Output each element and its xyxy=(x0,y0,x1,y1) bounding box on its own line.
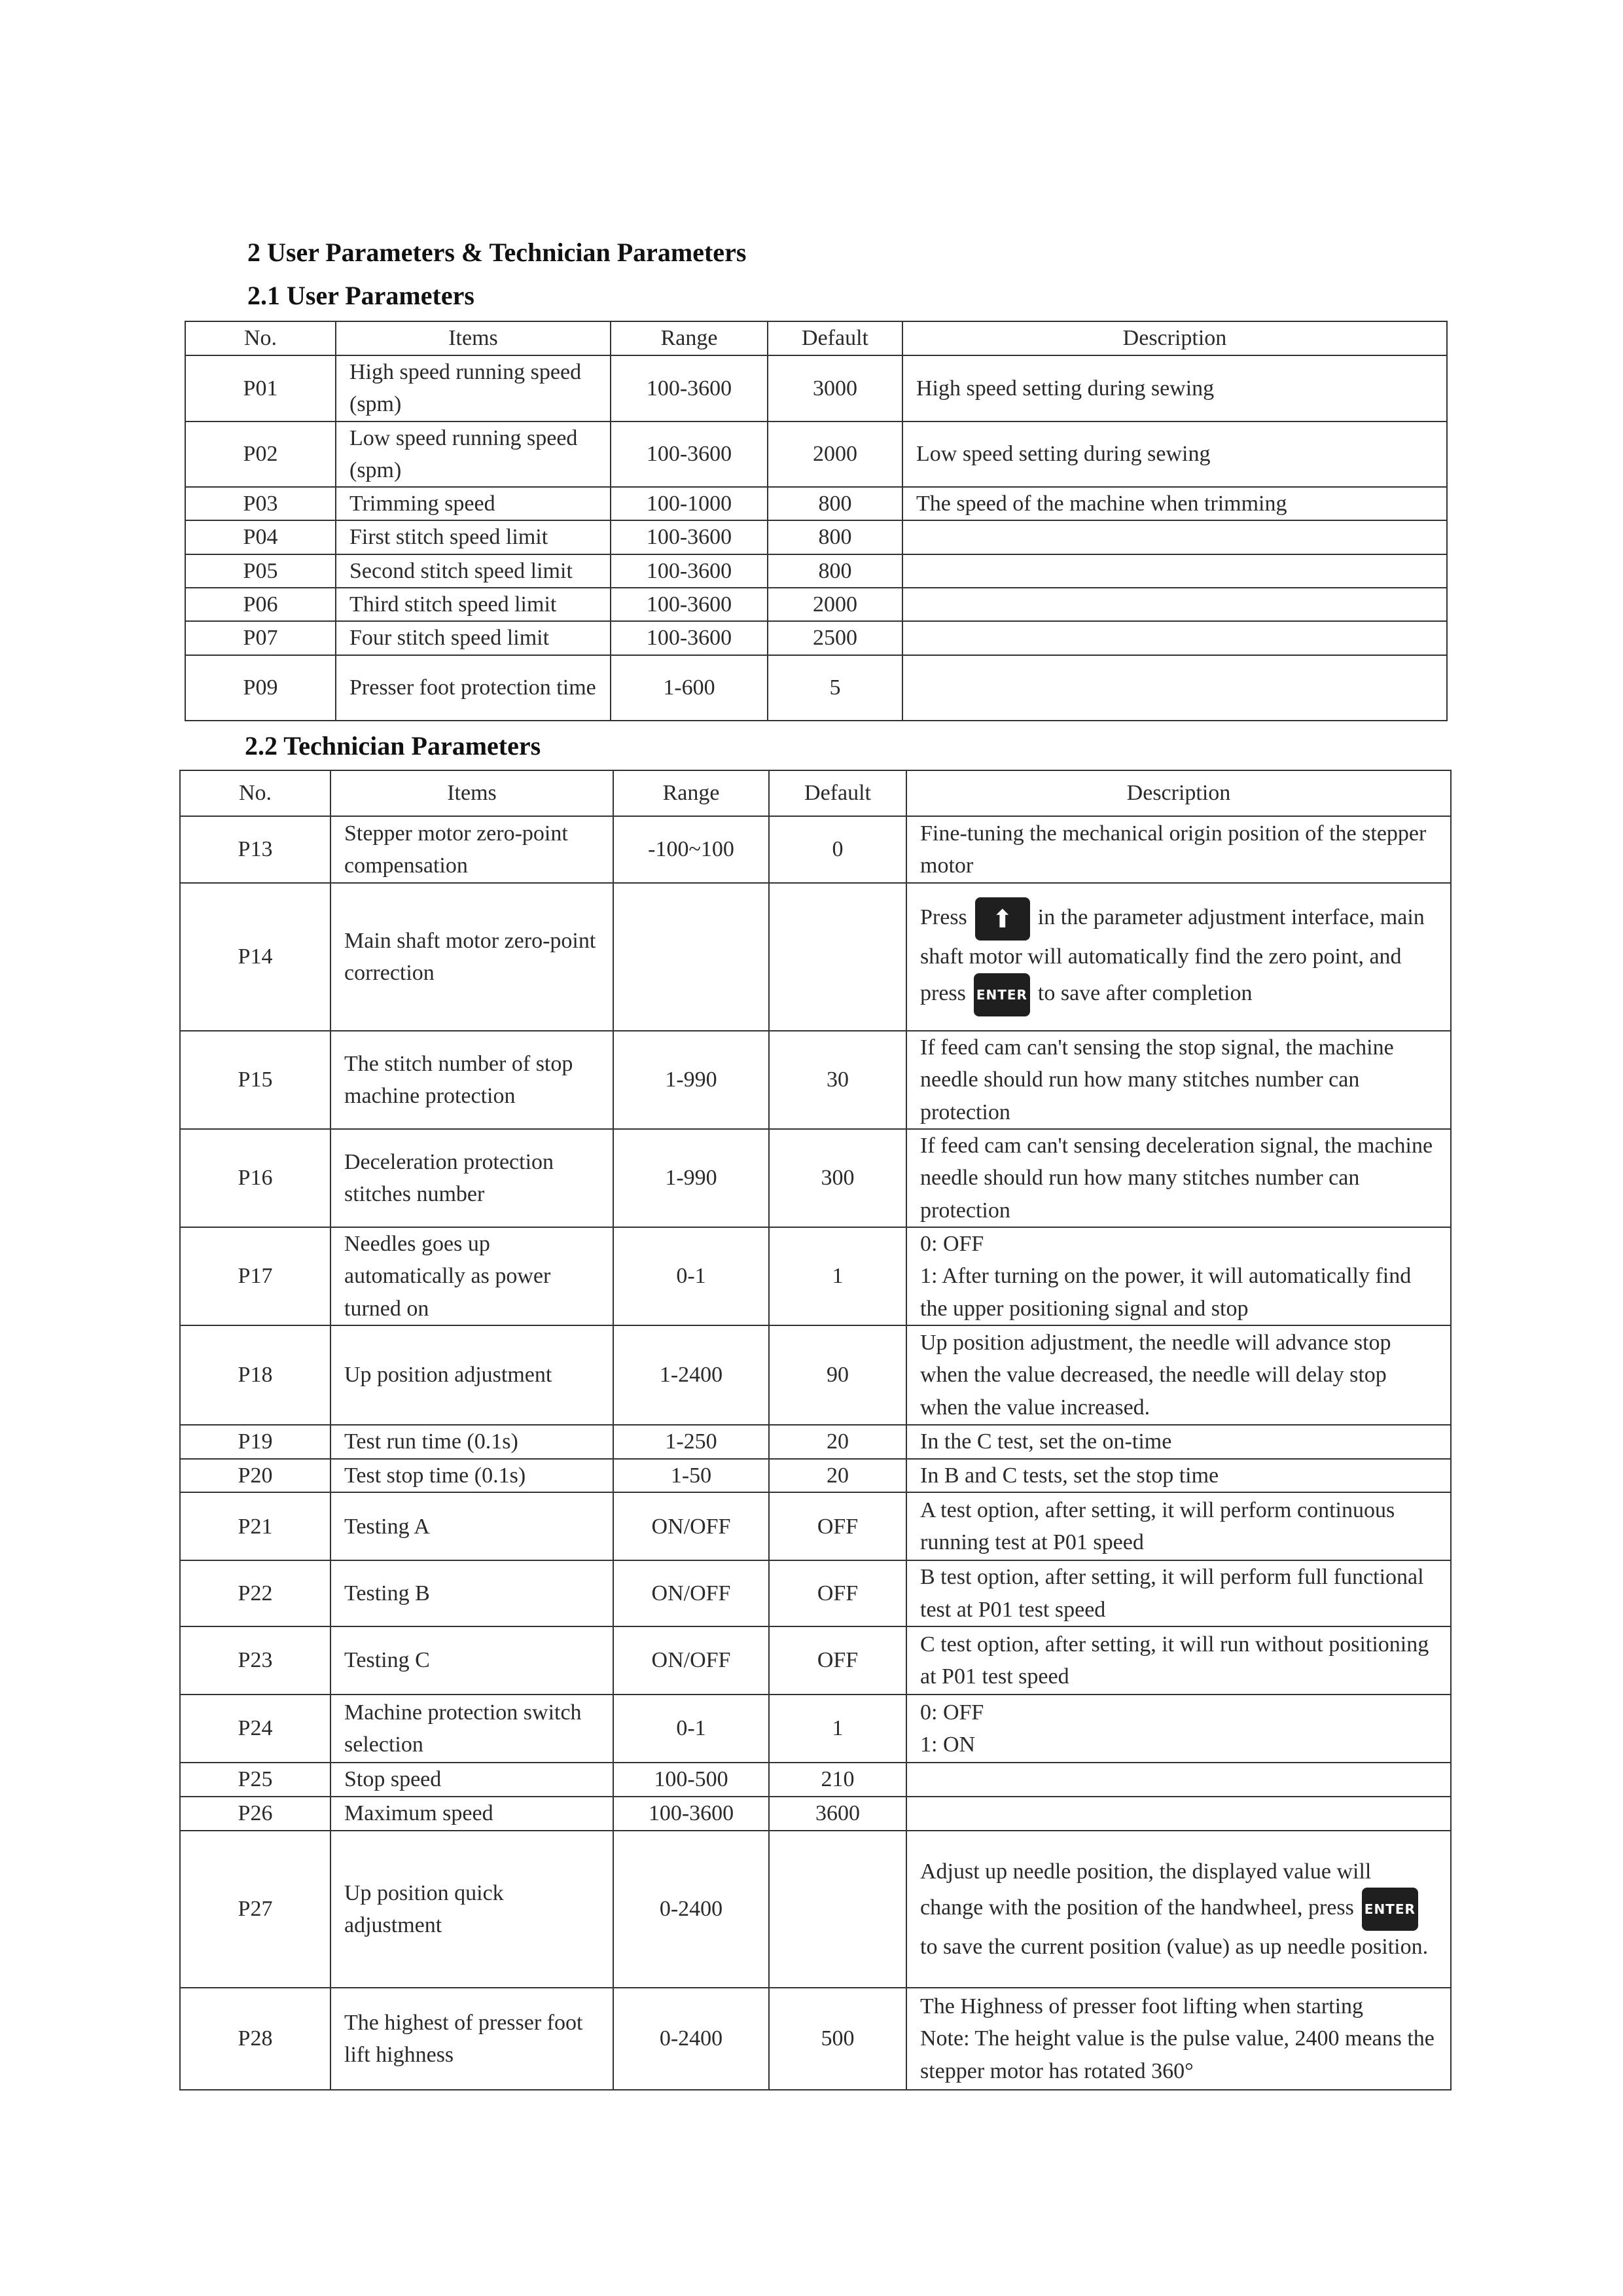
param-description: A test option, after setting, it will perform continuous running test at P01 speed xyxy=(906,1492,1451,1560)
param-description xyxy=(902,621,1447,655)
param-default: OFF xyxy=(769,1626,906,1695)
table-row xyxy=(180,1797,1451,1831)
param-range: 0-1 xyxy=(613,1695,769,1763)
table-row xyxy=(180,1031,1451,1129)
param-description xyxy=(906,1797,1451,1831)
table-row xyxy=(180,1129,1451,1227)
param-number: P06 xyxy=(185,588,336,621)
description-text: to save after completion xyxy=(1037,980,1253,1005)
param-item: Test stop time (0.1s) xyxy=(330,1459,613,1492)
param-number: P21 xyxy=(180,1492,330,1560)
param-default: 300 xyxy=(769,1129,906,1227)
param-range: 100-500 xyxy=(613,1763,769,1797)
table-row xyxy=(180,1425,1451,1459)
param-item: Presser foot protection time xyxy=(336,655,611,721)
param-description xyxy=(906,1988,1451,2090)
table-row xyxy=(185,355,1447,422)
param-number: P14 xyxy=(180,883,330,1031)
param-default: 800 xyxy=(768,487,902,520)
param-number: P18 xyxy=(180,1325,330,1425)
param-item: Test run time (0.1s) xyxy=(330,1425,613,1459)
param-description: Up position adjustment, the needle will advance stop when the value decreased, the needle will delay stop when the value increased. xyxy=(906,1325,1451,1425)
param-range: ON/OFF xyxy=(613,1492,769,1560)
param-item: Third stitch speed limit xyxy=(336,588,611,621)
param-item: Up position quick adjustment xyxy=(330,1831,613,1988)
table-row xyxy=(180,816,1451,883)
param-range: 100-3600 xyxy=(613,1797,769,1831)
param-description: In the C test, set the on-time xyxy=(906,1425,1451,1459)
param-range: 1-600 xyxy=(611,655,768,721)
description-text: to save the current position (value) as up needle position. xyxy=(920,1934,1429,1959)
param-description: C test option, after setting, it will run without positioning at P01 test speed xyxy=(906,1626,1451,1695)
param-default: 20 xyxy=(769,1425,906,1459)
param-number: P19 xyxy=(180,1425,330,1459)
param-item: High speed running speed (spm) xyxy=(336,355,611,422)
param-range: -100~100 xyxy=(613,816,769,883)
column-header-items: Items xyxy=(330,770,613,816)
param-default: OFF xyxy=(769,1560,906,1626)
column-header-description: Description xyxy=(906,770,1451,816)
param-default: 30 xyxy=(769,1031,906,1129)
param-item: Trimming speed xyxy=(336,487,611,520)
table-row xyxy=(180,883,1451,1031)
description-line: 0: OFF xyxy=(920,1700,984,1725)
param-default: 3000 xyxy=(768,355,902,422)
param-item: The stitch number of stop machine protection xyxy=(330,1031,613,1129)
param-range: ON/OFF xyxy=(613,1560,769,1626)
technician-parameters-table xyxy=(179,770,1452,2090)
param-number: P28 xyxy=(180,1988,330,2090)
param-item: Low speed running speed (spm) xyxy=(336,422,611,488)
param-description: If feed cam can't sensing deceleration signal, the machine needle should run how many stitches number can protection xyxy=(906,1129,1451,1227)
param-number: P26 xyxy=(180,1797,330,1831)
table-row xyxy=(185,655,1447,721)
column-header-default: Default xyxy=(768,321,902,355)
param-item: Stepper motor zero-point compensation xyxy=(330,816,613,883)
param-number: P01 xyxy=(185,355,336,422)
description-line: The Highness of presser foot lifting when starting xyxy=(920,1994,1364,2018)
column-header-default: Default xyxy=(769,770,906,816)
param-item: Maximum speed xyxy=(330,1797,613,1831)
param-description: B test option, after setting, it will perform full functional test at P01 test speed xyxy=(906,1560,1451,1626)
description-line: Note: The height value is the pulse value, 2400 means the stepper motor has rotated 360° xyxy=(920,2026,1435,2083)
param-default: 3600 xyxy=(769,1797,906,1831)
param-range: 100-3600 xyxy=(611,621,768,655)
user-parameters-table xyxy=(185,321,1448,721)
param-description xyxy=(902,554,1447,588)
table-row xyxy=(180,1227,1451,1325)
column-header-items: Items xyxy=(336,321,611,355)
table-row xyxy=(185,520,1447,554)
param-item: First stitch speed limit xyxy=(336,520,611,554)
param-number: P20 xyxy=(180,1459,330,1492)
param-description xyxy=(906,1831,1451,1988)
param-default xyxy=(769,883,906,1031)
param-range: 100-3600 xyxy=(611,588,768,621)
param-range: 100-3600 xyxy=(611,554,768,588)
param-number: P25 xyxy=(180,1763,330,1797)
user-parameters-heading: 2.1 User Parameters xyxy=(247,281,474,310)
table-row xyxy=(180,1988,1451,2090)
param-range xyxy=(613,883,769,1031)
description-text: Press xyxy=(920,905,967,930)
param-description: Low speed setting during sewing xyxy=(902,422,1447,488)
column-header-no: No. xyxy=(180,770,330,816)
param-default: 2000 xyxy=(768,422,902,488)
param-number: P17 xyxy=(180,1227,330,1325)
table-row xyxy=(180,1325,1451,1425)
enter-key-icon: ENTER xyxy=(1362,1888,1418,1931)
param-default: 0 xyxy=(769,816,906,883)
column-header-no: No. xyxy=(185,321,336,355)
column-header-description: Description xyxy=(902,321,1447,355)
param-default xyxy=(769,1831,906,1988)
param-range: 1-250 xyxy=(613,1425,769,1459)
param-item: Four stitch speed limit xyxy=(336,621,611,655)
param-number: P09 xyxy=(185,655,336,721)
description-text: Adjust up needle position, the displayed value will change with the position of the handwheel, press xyxy=(920,1859,1372,1920)
param-number: P03 xyxy=(185,487,336,520)
param-range: 1-2400 xyxy=(613,1325,769,1425)
param-default: 210 xyxy=(769,1763,906,1797)
param-number: P27 xyxy=(180,1831,330,1988)
param-range: ON/OFF xyxy=(613,1626,769,1695)
param-item: Up position adjustment xyxy=(330,1325,613,1425)
table-row xyxy=(180,1626,1451,1695)
table-row xyxy=(180,1459,1451,1492)
param-range: 100-3600 xyxy=(611,422,768,488)
param-default: 2000 xyxy=(768,588,902,621)
param-item: Testing C xyxy=(330,1626,613,1695)
param-item: The highest of presser foot lift highness xyxy=(330,1988,613,2090)
param-description xyxy=(902,520,1447,554)
param-range: 1-990 xyxy=(613,1031,769,1129)
param-item: Testing B xyxy=(330,1560,613,1626)
param-number: P23 xyxy=(180,1626,330,1695)
param-description xyxy=(906,1227,1451,1325)
table-row xyxy=(185,422,1447,488)
param-description xyxy=(906,1763,1451,1797)
param-description xyxy=(906,1695,1451,1763)
param-default: 500 xyxy=(769,1988,906,2090)
param-number: P05 xyxy=(185,554,336,588)
param-number: P15 xyxy=(180,1031,330,1129)
table-row xyxy=(180,1560,1451,1626)
param-item: Needles goes up automatically as power turned on xyxy=(330,1227,613,1325)
param-range: 0-2400 xyxy=(613,1831,769,1988)
table-row xyxy=(180,1695,1451,1763)
table-row xyxy=(180,1763,1451,1797)
param-description: The speed of the machine when trimming xyxy=(902,487,1447,520)
param-item: Main shaft motor zero-point correction xyxy=(330,883,613,1031)
param-description: In B and C tests, set the stop time xyxy=(906,1459,1451,1492)
param-range: 100-1000 xyxy=(611,487,768,520)
param-range: 100-3600 xyxy=(611,520,768,554)
param-range: 1-50 xyxy=(613,1459,769,1492)
table-header-row xyxy=(180,770,1451,816)
description-text: in the parameter adjustment interface, main shaft motor will automatically find the zero point, and press xyxy=(920,905,1425,1005)
param-default: 20 xyxy=(769,1459,906,1492)
description-line: 0: OFF xyxy=(920,1232,984,1257)
param-number: P07 xyxy=(185,621,336,655)
param-number: P24 xyxy=(180,1695,330,1763)
column-header-range: Range xyxy=(611,321,768,355)
param-item: Deceleration protection stitches number xyxy=(330,1129,613,1227)
param-default: 5 xyxy=(768,655,902,721)
param-default: 800 xyxy=(768,520,902,554)
table-row xyxy=(185,487,1447,520)
param-description xyxy=(902,655,1447,721)
param-number: P22 xyxy=(180,1560,330,1626)
description-line: 1: ON xyxy=(920,1732,976,1757)
table-row xyxy=(180,1492,1451,1560)
param-range: 1-990 xyxy=(613,1129,769,1227)
param-item: Machine protection switch selection xyxy=(330,1695,613,1763)
table-row xyxy=(185,588,1447,621)
param-number: P16 xyxy=(180,1129,330,1227)
param-description xyxy=(902,588,1447,621)
column-header-range: Range xyxy=(613,770,769,816)
description-line: 1: After turning on the power, it will automatically find the upper positioning signal and stop xyxy=(920,1264,1412,1321)
param-range: 0-1 xyxy=(613,1227,769,1325)
param-description: High speed setting during sewing xyxy=(902,355,1447,422)
param-number: P13 xyxy=(180,816,330,883)
param-description: Fine-tuning the mechanical origin position of the stepper motor xyxy=(906,816,1451,883)
param-description xyxy=(906,883,1451,1031)
param-default: 2500 xyxy=(768,621,902,655)
param-item: Stop speed xyxy=(330,1763,613,1797)
section-title: 2 User Parameters & Technician Parameters xyxy=(247,238,747,267)
param-default: 800 xyxy=(768,554,902,588)
up-arrow-key-icon: ⬆ xyxy=(975,897,1030,941)
param-default: 90 xyxy=(769,1325,906,1425)
param-default: 1 xyxy=(769,1227,906,1325)
param-range: 0-2400 xyxy=(613,1988,769,2090)
param-number: P04 xyxy=(185,520,336,554)
table-row xyxy=(185,554,1447,588)
table-header-row xyxy=(185,321,1447,355)
param-range: 100-3600 xyxy=(611,355,768,422)
technician-parameters-heading: 2.2 Technician Parameters xyxy=(245,731,541,761)
param-default: OFF xyxy=(769,1492,906,1560)
table-row xyxy=(180,1831,1451,1988)
param-item: Second stitch speed limit xyxy=(336,554,611,588)
enter-key-icon: ENTER xyxy=(974,973,1030,1016)
param-item: Testing A xyxy=(330,1492,613,1560)
param-number: P02 xyxy=(185,422,336,488)
param-default: 1 xyxy=(769,1695,906,1763)
param-description: If feed cam can't sensing the stop signal, the machine needle should run how many stitches number can protection xyxy=(906,1031,1451,1129)
table-row xyxy=(185,621,1447,655)
